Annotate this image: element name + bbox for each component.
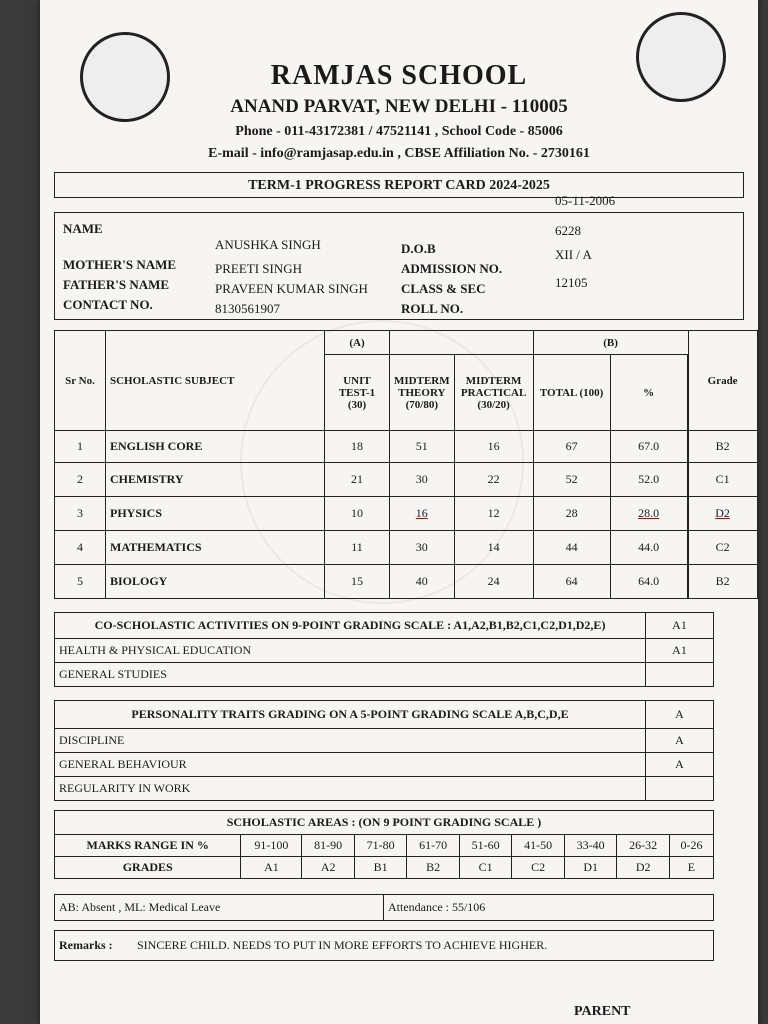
grade-cell: A2 — [302, 857, 355, 879]
report-card-paper — [40, 0, 758, 1024]
legend-table — [54, 894, 714, 921]
col-total: TOTAL (100) — [533, 355, 610, 431]
col-practical: MIDTERM PRACTICAL (30/20) — [454, 355, 533, 431]
row-unit: 21 — [325, 463, 390, 497]
row-grade: B2 — [688, 565, 757, 599]
range-label: MARKS RANGE IN % — [55, 835, 241, 857]
name-label: NAME — [63, 221, 103, 236]
row-grade: D2 — [688, 497, 757, 531]
admission-value: 6228 — [555, 223, 581, 238]
range-cell: 33-40 — [564, 835, 617, 857]
row-total: 52 — [533, 463, 610, 497]
grade-cell: A1 — [241, 857, 302, 879]
row-theory: 16 — [390, 497, 455, 531]
row-practical: 16 — [454, 431, 533, 463]
row-subject: MATHEMATICS — [106, 531, 325, 565]
row-grade: C2 — [688, 531, 757, 565]
grade-cell: E — [669, 857, 713, 879]
table-row — [55, 463, 758, 497]
row-sr: 5 — [55, 565, 106, 599]
name-value: ANUSHKA SINGH — [215, 237, 321, 252]
col-theory: MIDTERM THEORY (70/80) — [390, 355, 455, 431]
student-info — [54, 193, 744, 320]
row-sr: 1 — [55, 431, 106, 463]
grade-cell: B1 — [354, 857, 407, 879]
group-a: (A) — [325, 331, 390, 355]
range-cell: 41-50 — [512, 835, 565, 857]
dob-value: 05-11-2006 — [555, 193, 616, 208]
school-address: ANAND PARVAT, NEW DELHI - 110005 — [230, 96, 568, 117]
personality-pad — [646, 777, 714, 801]
co-label: GENERAL STUDIES — [55, 663, 646, 687]
roll-value: 12105 — [555, 275, 588, 290]
table-row — [55, 431, 758, 463]
grade-cell: B2 — [407, 857, 460, 879]
row-sr: 4 — [55, 531, 106, 565]
row-practical: 12 — [454, 497, 533, 531]
grading-scale-table — [54, 810, 714, 879]
row-unit: 18 — [325, 431, 390, 463]
scale-title: SCHOLASTIC AREAS : (ON 9 POINT GRADING SCALE ) — [55, 811, 714, 835]
personality-label: GENERAL BEHAVIOUR — [55, 753, 646, 777]
row-unit: 10 — [325, 497, 390, 531]
grades-label: GRADES — [55, 857, 241, 879]
row-unit: 15 — [325, 565, 390, 599]
mother-value: PREETI SINGH — [215, 261, 303, 276]
remarks-table — [54, 930, 714, 961]
row-unit: 11 — [325, 531, 390, 565]
grade-cell: C2 — [512, 857, 565, 879]
row-percent: 52.0 — [610, 463, 687, 497]
row-subject: PHYSICS — [106, 497, 325, 531]
school-email: E-mail - info@ramjasap.edu.in , CBSE Affiliation No. - 2730161 — [208, 146, 590, 161]
parent-signature-label: PARENT — [574, 1004, 631, 1019]
row-subject: BIOLOGY — [106, 565, 325, 599]
row-subject: CHEMISTRY — [106, 463, 325, 497]
admission-label: ADMISSION NO. — [401, 261, 503, 276]
grade-cell: D1 — [564, 857, 617, 879]
table-row — [55, 565, 758, 599]
table-row — [55, 777, 714, 801]
row-total: 64 — [533, 565, 610, 599]
row-theory: 51 — [390, 431, 455, 463]
roll-label: ROLL NO. — [401, 301, 464, 316]
grade-cell: C1 — [459, 857, 512, 879]
range-cell: 91-100 — [241, 835, 302, 857]
co-label: HEALTH & PHYSICAL EDUCATION — [55, 639, 646, 663]
row-grade: C1 — [688, 463, 757, 497]
father-value: PRAVEEN KUMAR SINGH — [215, 281, 368, 296]
row-sr: 2 — [55, 463, 106, 497]
table-row — [55, 857, 714, 879]
personality-label: REGULARITY IN WORK — [55, 777, 646, 801]
school-phone: Phone - 011-43172381 / 47521141 , School Code - 85006 — [235, 124, 563, 139]
co-grade: A1 — [646, 639, 714, 663]
row-percent: 67.0 — [610, 431, 687, 463]
row-theory: 30 — [390, 463, 455, 497]
row-practical: 22 — [454, 463, 533, 497]
row-practical: 14 — [454, 531, 533, 565]
father-label: FATHER'S NAME — [63, 277, 170, 292]
group-a-spacer — [390, 331, 534, 355]
legend: AB: Absent , ML: Medical Leave — [55, 895, 384, 921]
row-percent: 64.0 — [610, 565, 687, 599]
dob-label: D.O.B — [401, 241, 436, 256]
personality-grade: A — [646, 701, 714, 729]
row-percent: 28.0 — [610, 497, 687, 531]
table-row — [55, 835, 714, 857]
table-row — [55, 531, 758, 565]
personality-grade: A — [646, 729, 714, 753]
col-sr: Sr No. — [55, 331, 106, 431]
row-percent: 44.0 — [610, 531, 687, 565]
co-scholastic-title: CO-SCHOLASTIC ACTIVITIES ON 9-POINT GRADING SCALE : A1,A2,B1,B2,C1,C2,D1,D2,E) — [55, 613, 646, 639]
class-label: CLASS & SEC — [401, 281, 486, 296]
table-row — [55, 729, 714, 753]
row-sr: 3 — [55, 497, 106, 531]
row-grade: B2 — [688, 431, 757, 463]
co-grade: A1 — [646, 613, 714, 639]
table-row — [55, 753, 714, 777]
col-unit: UNIT TEST-1 (30) — [325, 355, 390, 431]
row-theory: 40 — [390, 565, 455, 599]
mother-label: MOTHER'S NAME — [63, 257, 177, 272]
col-subject: SCHOLASTIC SUBJECT — [106, 331, 325, 431]
report-title: TERM-1 PROGRESS REPORT CARD 2024-2025 — [54, 172, 744, 198]
group-b: (B) — [533, 331, 688, 355]
row-total: 28 — [533, 497, 610, 531]
remarks-text: SINCERE CHILD. NEEDS TO PUT IN MORE EFFORTS TO ACHIEVE HIGHER. — [133, 931, 714, 961]
remarks-label: Remarks : — [55, 931, 134, 961]
table-row — [55, 639, 714, 663]
range-cell: 51-60 — [459, 835, 512, 857]
grade-cell: D2 — [617, 857, 670, 879]
class-value: XII / A — [555, 247, 592, 262]
attendance: Attendance : 55/106 — [384, 895, 714, 921]
row-theory: 30 — [390, 531, 455, 565]
personality-table — [54, 700, 714, 801]
table-row — [55, 497, 758, 531]
range-cell: 81-90 — [302, 835, 355, 857]
co-scholastic-table — [54, 612, 714, 687]
personality-grade: A — [646, 753, 714, 777]
col-grade: Grade — [688, 331, 757, 431]
personality-label: DISCIPLINE — [55, 729, 646, 753]
range-cell: 61-70 — [407, 835, 460, 857]
range-cell: 71-80 — [354, 835, 407, 857]
personality-title: PERSONALITY TRAITS GRADING ON A 5-POINT GRADING SCALE A,B,C,D,E — [55, 701, 646, 729]
header-pad — [687, 355, 688, 431]
school-name: RAMJAS SCHOOL — [270, 60, 528, 91]
contact-label: CONTACT NO. — [63, 297, 153, 312]
row-practical: 24 — [454, 565, 533, 599]
row-total: 67 — [533, 431, 610, 463]
contact-value: 8130561907 — [215, 301, 280, 316]
range-cell: 26-32 — [617, 835, 670, 857]
row-subject: ENGLISH CORE — [106, 431, 325, 463]
co-pad — [646, 663, 714, 687]
range-cell: 0-26 — [669, 835, 713, 857]
col-percent: % — [610, 355, 687, 431]
row-total: 44 — [533, 531, 610, 565]
table-row — [55, 663, 714, 687]
marks-table — [54, 330, 758, 599]
